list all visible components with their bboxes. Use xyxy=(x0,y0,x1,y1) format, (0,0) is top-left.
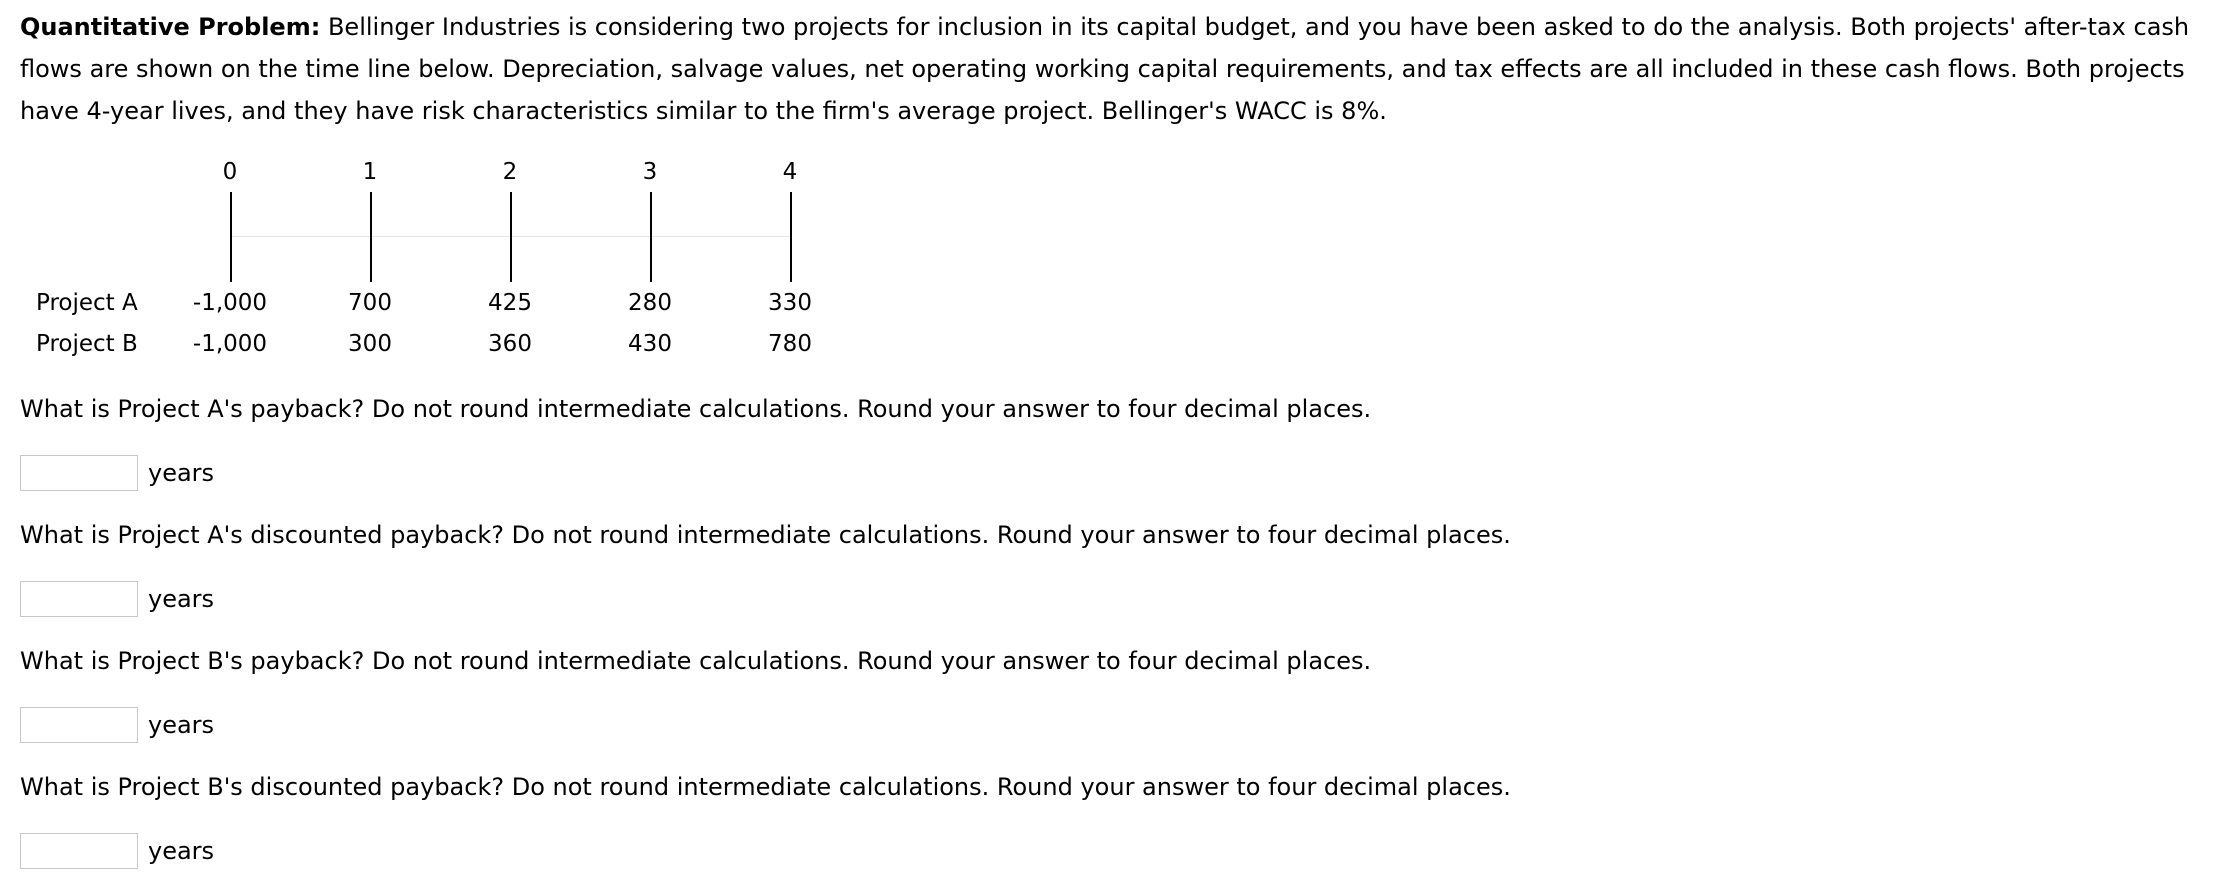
answer-b-payback-input[interactable] xyxy=(20,707,138,743)
project-a-cash-flow-0: -1,000 xyxy=(192,290,268,316)
project-b-cash-flow-0: -1,000 xyxy=(192,331,268,357)
project-a-cash-flow-1: 700 xyxy=(348,290,392,316)
question-b-discounted-payback: What is Project B's discounted payback? Do not round intermediate calculations. Round your answer to four decimal places. xyxy=(20,773,1511,801)
timeline-tick-4 xyxy=(790,192,792,282)
timeline-tick-0 xyxy=(230,192,232,282)
project-b-cash-flow-3: 430 xyxy=(628,331,672,357)
timeline-tick-3 xyxy=(650,192,652,282)
answer-a-discounted-payback-unit: years xyxy=(148,585,215,613)
project-a-cash-flow-3: 280 xyxy=(628,290,672,316)
project-a-cash-flow-2: 425 xyxy=(488,290,532,316)
problem-lead: Quantitative Problem: xyxy=(20,13,321,41)
answer-a-payback-input[interactable] xyxy=(20,455,138,491)
question-b-payback: What is Project B's payback? Do not round intermediate calculations. Round your answer to four decimal places. xyxy=(20,647,1372,675)
cash-flow-timeline xyxy=(0,0,900,380)
project-b-label: Project B xyxy=(36,331,138,357)
period-label-3: 3 xyxy=(642,159,658,185)
answer-b-payback-unit: years xyxy=(148,711,215,739)
period-label-1: 1 xyxy=(362,159,378,185)
answer-a-discounted-payback-input[interactable] xyxy=(20,581,138,617)
question-a-payback: What is Project A's payback? Do not round intermediate calculations. Round your answer to four decimal places. xyxy=(20,395,1372,423)
period-label-2: 2 xyxy=(502,159,518,185)
timeline-tick-2 xyxy=(510,192,512,282)
answer-b-discounted-payback-input[interactable] xyxy=(20,833,138,869)
problem-text: Bellinger Industries is considering two projects for inclusion in its capital budget, and you have been asked to do the analysis. Both projects' after-tax cash flows are shown on the time line below. Depreciation, salvage values, net operating working capital requirements, and tax effects are all included in these cash flows. Both projects have 4-year lives, and they have risk characteristics similar to the firm's average project. Bellinger's WACC is 8%. xyxy=(20,13,2190,125)
answer-a-payback-unit: years xyxy=(148,459,215,487)
answer-b-discounted-payback-unit: years xyxy=(148,837,215,865)
project-a-label: Project A xyxy=(36,290,138,316)
project-a-cash-flow-4: 330 xyxy=(768,290,812,316)
timeline-tick-1 xyxy=(370,192,372,282)
project-b-cash-flow-2: 360 xyxy=(488,331,532,357)
period-label-0: 0 xyxy=(222,159,238,185)
question-a-discounted-payback: What is Project A's discounted payback? Do not round intermediate calculations. Round your answer to four decimal places. xyxy=(20,521,1511,549)
period-label-4: 4 xyxy=(782,159,798,185)
project-b-cash-flow-1: 300 xyxy=(348,331,392,357)
project-b-cash-flow-4: 780 xyxy=(768,331,812,357)
